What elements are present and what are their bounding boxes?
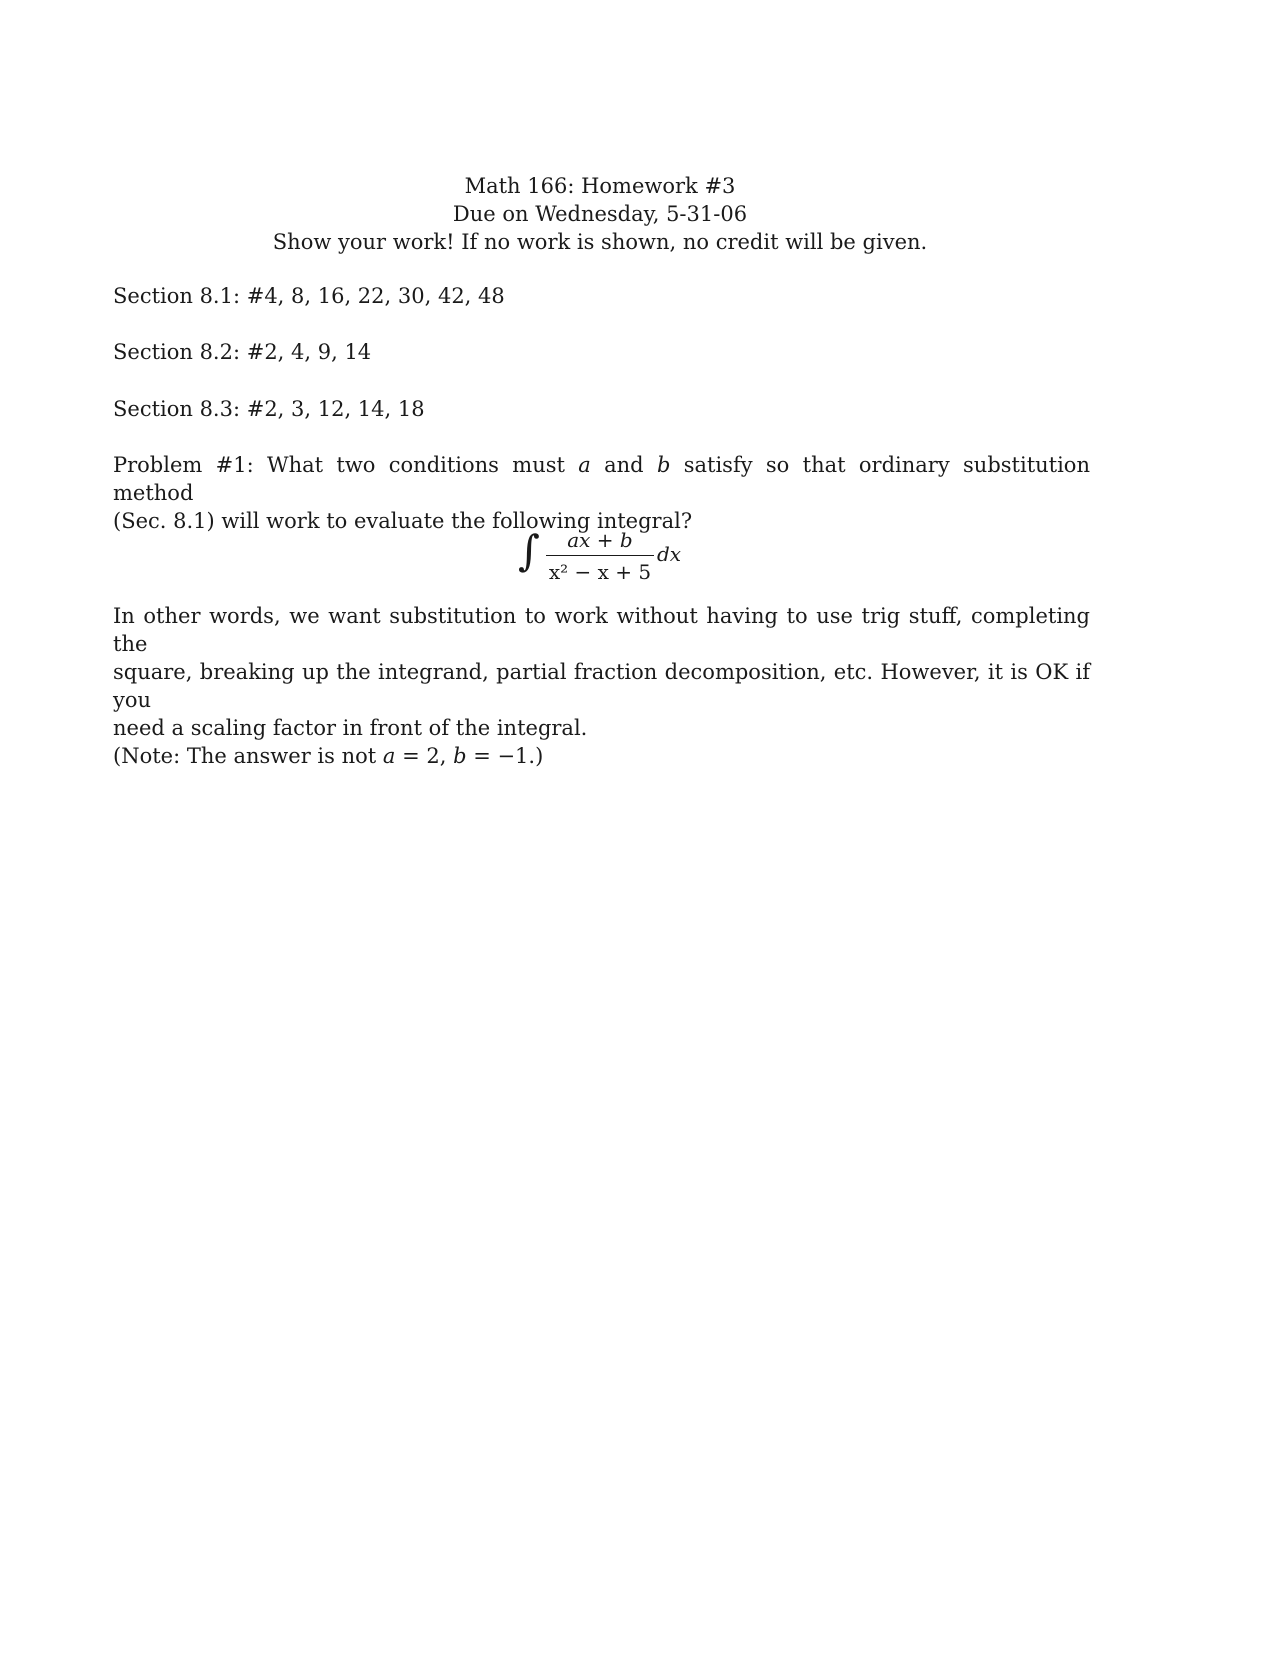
variable-a: a [578, 453, 591, 477]
variable-b: b [656, 453, 671, 477]
integral-expression [518, 525, 688, 585]
note-line [113, 742, 1090, 770]
problem-1-text-part: Problem #1: What two conditions must [113, 453, 579, 477]
due-date: Due on Wednesday, 5-31-06 [452, 202, 748, 226]
homework-title: Math 166: Homework #3 [464, 174, 736, 198]
problem-1-text [113, 451, 1090, 535]
explanation-line-3: need a scaling factor in front of the integral. [113, 716, 588, 740]
instruction-text: Show your work! If no work is shown, no credit will be given. [272, 230, 928, 254]
section-8-2-assignment: Section 8.2: #2, 4, 9, 14 [113, 340, 372, 364]
note-text-part: (Note: The answer is not [113, 744, 383, 768]
fraction-bar [546, 555, 654, 556]
section-8-3-assignment: Section 8.3: #2, 3, 12, 14, 18 [113, 397, 425, 421]
problem-1-text-part: and [590, 453, 657, 477]
integral-differential: dx [657, 542, 682, 566]
explanation-line-1: In other words, we want substitution to work without having to use trig stuff, completing the [113, 604, 1090, 656]
note-text-part: = −1.) [466, 744, 544, 768]
problem-1-line-1 [113, 451, 1090, 507]
integral-sign: ∫ [518, 526, 540, 575]
explanation-line-2: square, breaking up the integrand, partial fraction decomposition, etc. However, it is OK if you [113, 660, 1090, 712]
integrand-denominator: x² − x + 5 [548, 560, 652, 584]
note-variable-b: b [453, 744, 467, 768]
integrand-fraction [546, 527, 654, 585]
note-text-part: = 2, [395, 744, 454, 768]
explanation-paragraph [113, 602, 1090, 770]
section-8-1-assignment: Section 8.1: #4, 8, 16, 22, 30, 42, 48 [113, 284, 505, 308]
problem-1-text-part: satisfy so that ordinary substitution method [113, 453, 1090, 505]
problem-1-line-2: (Sec. 8.1) will work to evaluate the following integral? [113, 509, 693, 533]
integrand-numerator: ax + b [567, 528, 633, 552]
document-header [0, 172, 1200, 256]
note-variable-a: a [382, 744, 396, 768]
